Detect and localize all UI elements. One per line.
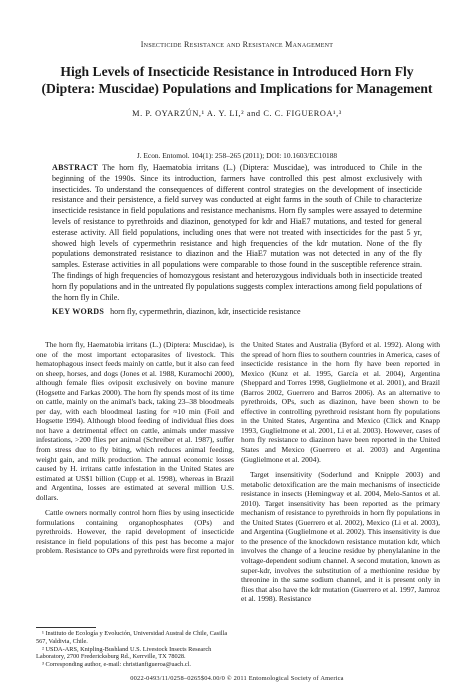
copyright-footer: 0022-0493/11/0258–0265$04.00/0 © 2011 Entomological Society of America: [130, 675, 344, 682]
footnote-divider: [36, 627, 96, 628]
body-column-right: [241, 340, 440, 610]
body-paragraph: The horn fly, Haematobia irritans (L.) (Diptera: Muscidae), is one of the most important ectoparasites of livestock. This hematophagous insect feeds mainly on cattle, but it also can feed on sheep, horses, and dogs (Jones et al. 1988, Kuramochi 2000), although female flies oviposit exclusively on bovine manure (Hogsette and Farkas 2000). The horn fly spends most of its time on cattle, mainly on the animal's back, taking 23–38 bloodmeals per day, with each bloodmeal lasting for ≈10 min (Foil and Hogsette 1994). Although blood feeding of individual flies does not have a detrimental effect on cattle, animals under massive infestations, >200 flies per animal (Schreiber et al. 1987), suffer from stress due to fly biting, which reduces animal feeding, weight gain, and milk production. The annual economic losses caused by H. irritans cattle infestation in the United States are estimated at US$1 billion (Cupp et al. 1998), whereas in Brazil and Argentina, losses are estimated at several million U.S. dollars.: [36, 340, 234, 502]
abstract: [52, 163, 422, 303]
body-paragraph: Cattle owners normally control horn flies by using insecticide formulations containing organophosphates (OPs) and pyrethroids. However, the rapid development of insecticide resistance in field populations of this pest has become a major problem. Resistance to OPs and pyrethroids were first reported in: [36, 508, 234, 556]
footnotes: [36, 630, 234, 669]
body-paragraph: the United States and Australia (Byford et al. 1992). Along with the spread of horn flies to southern countries in America, cases of insecticide resistance in the horn fly have been reported in Mexico (Kunz et al. 1995, García et al. 2004), Argentina (Sheppard and Torres 1998, Guglielmone et al. 2001), and Brazil (Barros 2002, Guerrero and Barros 2006). As an alternative to pyrethroids, OPs, such as diazinon, have been shown to be effective in controlling pyrethroid resistant horn fly populations in the United States, Argentina and Mexico (Click and Knapp 1993, Guglielmone et al. 2001, Li et al. 2003). However, cases of horn fly resistance to diazinon have been reported in the United States and Mexico (Guerrero et al. 2003) and Argentina (Guglielmone et al. 2004).: [241, 340, 440, 464]
citation-line: J. Econ. Entomol. 104(1): 258–265 (2011); DOI: 10.1603/EC10188: [136, 151, 338, 160]
footnote: ¹ Instituto de Ecología y Evolución, Universidad Austral de Chile, Casilla 567, Valdivia, Chile.: [36, 630, 228, 645]
author-line: M. P. OYARZÚN,¹ A. Y. LI,² and C. C. FIGUEROA¹,³: [132, 109, 342, 118]
article-title: High Levels of Insecticide Resistance in Introduced Horn Fly (Diptera: Muscidae) Populations and Implications for Management: [41, 64, 433, 96]
keywords-text: horn fly, cypermethrin, diazinon, kdr, insecticide resistance: [110, 307, 301, 316]
abstract-label: ABSTRACT: [52, 163, 99, 172]
body-column-left: [36, 340, 234, 562]
footnote: ³ Corresponding author, e-mail: christianfigueroa@uach.cl.: [42, 661, 191, 669]
footnote: ² USDA-ARS, Knipling-Bushland U.S. Livestock Insects Research Laboratory, 2700 Fredericksburg Rd., Kerrville, TX 78028.: [36, 645, 212, 661]
body-paragraph: Target insensitivity (Soderlund and Knipple 2003) and metabolic detoxification are the main mechanisms of insecticide resistance in insects (Hemingway et al. 2004, Melo-Santos et al. 2010). Target insensitivity has been reported as the primary mechanism of resistance to pyrethroids in horn fly populations in the United States (Guerrero et al. 2002), Mexico (Li et al. 2003), and Argentina (Guglielmone et al. 2002). This insensitivity is due to the presence of the knockdown resistance mutation kdr, which involves the change of a leucine residue by phenylalanine in the voltage-dependent sodium channel. A second mutation, known as super-kdr, involves the substitution of a methionine residue by threonine in the same sodium channel, and it is present only in flies that also have the kdr mutation (Guerrero et al. 1997, Jamroz et al. 1998). Resistance: [241, 470, 440, 604]
section-header: Insecticide Resistance and Resistance Management: [140, 40, 334, 49]
keywords-label: KEY WORDS: [52, 307, 105, 316]
abstract-text: The horn fly, Haematobia irritans (L.) (Diptera: Muscidae), was introduced to Chile in the beginning of the 1990s. Since its introduction, farmers have controlled this pest almost exclusively with insecticides. To understand the consequences of different control strategies on the development of insecticide resistance and their persistence, a field survey was conducted at eight farms in the south of Chile to characterize insecticide resistance in field populations and resistance mechanisms. Horn fly samples were assayed to determine levels of resistance to pyrethroids and diazinon, genotyped for kdr and HiaE7 mutations, and tested for general esterase activity. All field populations, including ones that were not treated with insecticides for the past 5 yr, showed high levels of cypermethrin resistance and high frequencies of the kdr mutation. None of the fly populations demonstrated resistance to diazinon and the HiaE7 mutation was not detected in any of the fly samples. Esterase activities in all populations were comparable to those found in the susceptible reference strain. The findings of high frequencies of homozygous resistant and heterozygous individuals both in insecticide treated horn fly populations and in the untreated fly populations suggests complex interactions among field populations of the horn fly in Chile.: [52, 163, 422, 302]
keywords: [52, 307, 422, 318]
